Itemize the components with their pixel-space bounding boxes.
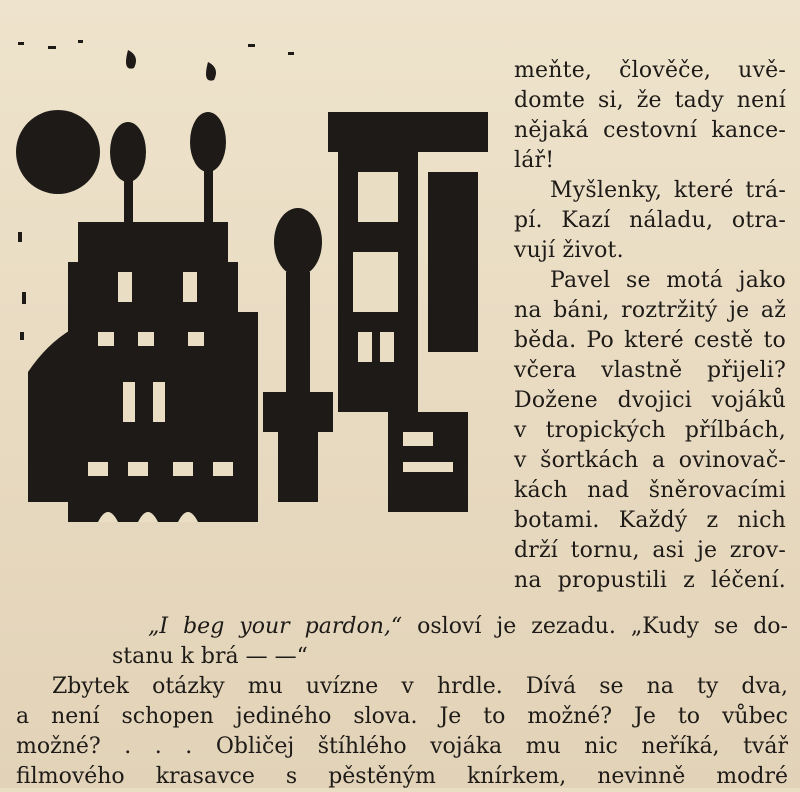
column-line: na báni, roztržitý je až	[514, 298, 786, 323]
column-line: Dožene dvojici vojáků	[514, 388, 786, 413]
full-width-text	[16, 612, 788, 792]
column-line: botami. Každý z nich	[514, 508, 786, 533]
column-line: meňte, člověče, uvě-	[514, 58, 786, 83]
right-text-column	[514, 56, 786, 596]
column-line: drží tornu, asi je zrov-	[514, 538, 786, 563]
column-line: na propustili z léčení.	[514, 568, 786, 593]
column-line: vují život.	[514, 238, 624, 263]
woodcut-illustration	[8, 32, 498, 532]
column-line: včera vlastně přijeli?	[514, 358, 786, 383]
paragraph-line: Zbytek otázky mu uvízne v hrdle. Dívá se na ty dva,	[52, 674, 788, 699]
sun-shape	[16, 110, 100, 194]
column-line: Myšlenky, které trá-	[550, 178, 786, 203]
dialogue-line	[112, 612, 788, 642]
paragraph-line: stanu k brá — —“	[112, 644, 308, 669]
paragraph-line: filmového krasavce s pěstěným knírkem, nevinně modré	[16, 764, 788, 789]
column-line: běda. Po které cestě to	[514, 328, 786, 353]
column-line: Pavel se motá jako	[550, 268, 786, 293]
dialogue-rest: osloví je zezadu. „Kudy se do-	[402, 614, 788, 639]
column-line: lář!	[514, 148, 555, 173]
column-line: v šortkách a ovinovač-	[514, 448, 786, 473]
column-line: v tropických přílbách,	[514, 418, 786, 443]
paragraph-line: možné? . . . Obličej štíhlého vojáka mu nic neříká, tvář	[16, 734, 788, 759]
column-line: nějaká cestovní kance-	[514, 118, 786, 143]
italic-quote: „I beg your pardon,“	[148, 614, 403, 639]
paragraph-line: a není schopen jediného slova. Je to možné? Je to vůbec	[16, 704, 788, 729]
column-line: pí. Kazí náladu, otra-	[514, 208, 786, 233]
column-line: kách nad šněrovacími	[514, 478, 786, 503]
column-line: domte si, že tady není	[514, 88, 786, 113]
